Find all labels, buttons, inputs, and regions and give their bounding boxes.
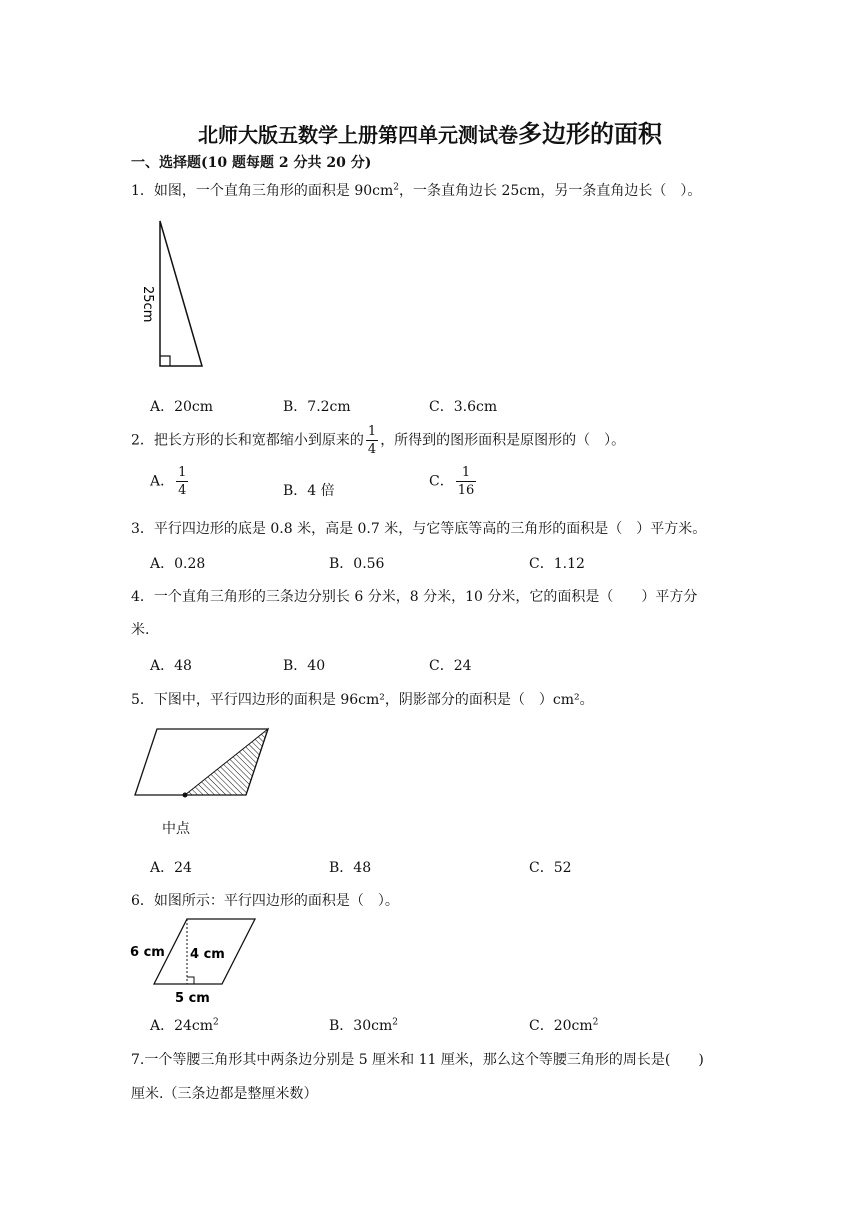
q6-base-label: 5 cm [175,991,210,1006]
q4-option-b: B．40 [283,658,326,674]
q2-option-a-fraction: $\frac{1}{4}$ [178,465,187,498]
question-2 [131,425,625,456]
title-emphasis: 多边形的面积 [518,120,662,148]
q6-option-c: C．$20cm^2$ [529,1017,599,1034]
q2-option-c: C． $\frac{1}{16}$ [429,465,475,498]
question-4-line-1: 4．一个直角三角形的三条边分别长 6 分米，8 分米，10 分米，它的面积是（ ）平方分 [131,589,698,605]
q1-option-a: A．20cm [150,399,214,415]
question-4-line-2: 米. [131,622,150,638]
q5-option-a: A．24 [150,860,192,876]
q6-option-a: A．$24cm^2$ [150,1017,219,1034]
q6-side-label: 6 cm [130,945,165,960]
q1-triangle-figure [140,218,220,373]
q3-option-a: A．0.28 [150,556,206,572]
question-6: 6．如图所示：平行四边形的面积是（ ）。 [131,893,399,909]
page-title [0,114,860,149]
q3-option-b: B．0.56 [329,556,385,572]
q1-option-b: B．7.2cm [283,399,351,415]
q4-option-c: C．24 [429,658,472,674]
q1-right-angle-mark [160,356,170,366]
q5-option-b: B．48 [329,860,372,876]
question-5: 5．下图中，平行四边形的面积是 96cm²，阴影部分的面积是（ ）cm²。 [131,692,594,708]
title-main: 北师大版五数学上册第四单元测试卷 [198,123,518,147]
q6-option-b: B．$30cm^2$ [329,1017,398,1034]
question-2-fraction: $\frac{1}{4}$ [367,424,377,457]
section-heading: 一、选择题(10 题每题 2 分共 20 分) [131,155,372,171]
question-1 [131,180,701,200]
q5-shaded-triangle [185,729,268,795]
q4-option-a: A．48 [150,658,192,674]
question-1-sup: 2 [393,182,400,193]
q5-midpoint-dot [183,793,188,798]
q5-parallelogram-figure [135,727,275,799]
question-7-line-1: 7.一个等腰三角形其中两条边分别是 5 厘米和 11 厘米，那么这个等腰三角形的周长是( ) [131,1052,704,1068]
question-1-text-b: ，一条直角边长 25cm，另一条直角边长（ ）。 [399,183,702,199]
q5-midpoint-label: 中点 [162,821,190,837]
q2-option-a: A． $\frac{1}{4}$ [150,465,187,498]
question-2-text-b: ，所得到的图形面积是原图形的（ ）。 [380,432,626,449]
q1-option-c: C．3.6cm [429,399,498,415]
question-7-line-2: 厘米.（三条边都是整厘米数） [131,1086,318,1102]
question-1-text-a: 1．如图，一个直角三角形的面积是 90cm [131,183,394,199]
q6-parallelogram-figure [130,916,290,1008]
q2-option-b: B．4 倍 [283,483,335,499]
q6-right-angle-mark [187,977,194,984]
q1-side-label: 25cm [140,286,155,323]
question-2-text-a: 2．把长方形的长和宽都缩小到原来的 [131,432,364,449]
q6-height-label: 4 cm [190,947,225,962]
q2-option-c-fraction: $\frac{1}{16}$ [457,465,475,498]
q1-right-triangle [160,221,202,366]
q5-option-c: C．52 [529,860,572,876]
q3-option-c: C．1.12 [529,556,585,572]
question-3: 3．平行四边形的底是 0.8 米，高是 0.7 米，与它等底等高的三角形的面积是（ ）平方米。 [131,521,707,537]
